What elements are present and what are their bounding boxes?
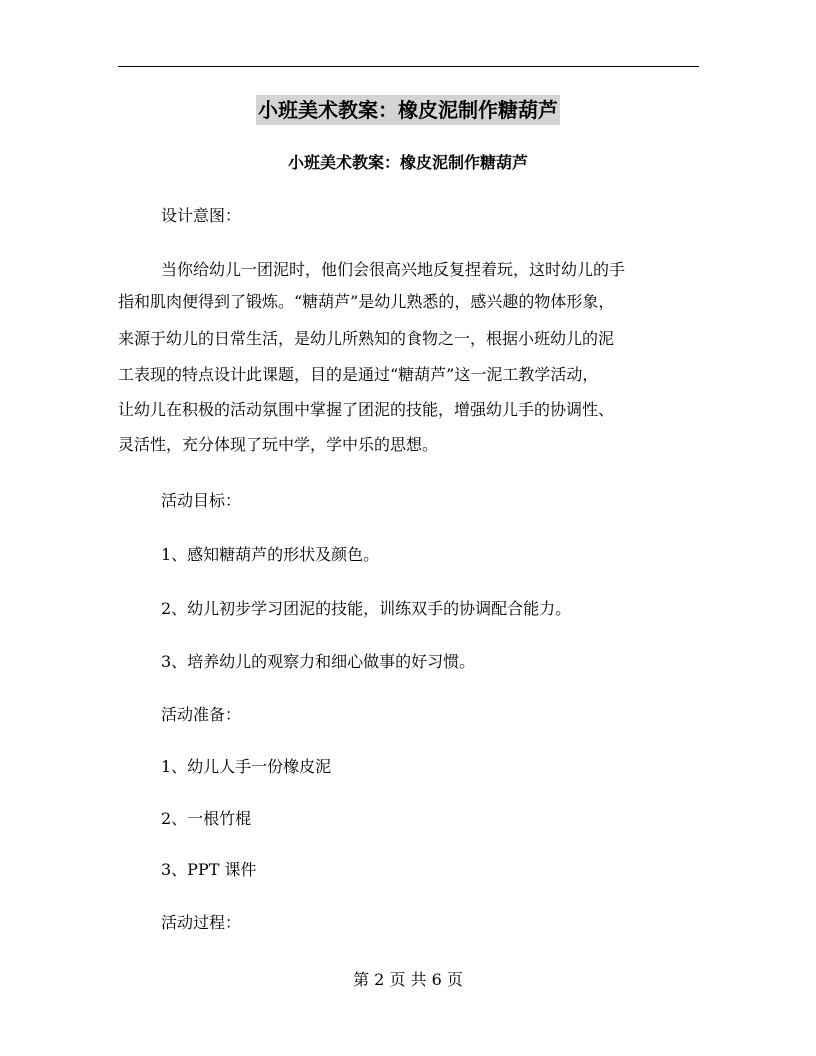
page-number-footer: 第 2 页 共 6 页 <box>353 970 463 989</box>
document-title: 小班美术教案：橡皮泥制作糖葫芦 <box>256 95 560 125</box>
list-item: 1、幼儿人手一份橡皮泥 <box>161 757 332 776</box>
prep-heading: 活动准备： <box>161 705 242 724</box>
design-intent-heading: 设计意图： <box>161 206 242 225</box>
document-subtitle: 小班美术教案：橡皮泥制作糖葫芦 <box>287 153 528 172</box>
paragraph-line: 指和肌肉便得到了锻炼。“糖葫芦”是幼儿熟悉的，感兴趣的物体形象， <box>118 292 615 311</box>
list-item: 3、PPT 课件 <box>161 860 257 879</box>
paragraph-line: 来源于幼儿的日常生活，是幼儿所熟知的食物之一，根据小班幼儿的泥 <box>118 329 615 348</box>
list-item: 2、幼儿初步学习团泥的技能，训练双手的协调配合能力。 <box>161 599 572 618</box>
goals-heading: 活动目标： <box>161 491 242 510</box>
list-item: 1、感知糖葫芦的形状及颜色。 <box>161 545 380 564</box>
header-rule <box>118 66 699 67</box>
paragraph-line: 灵活性，充分体现了玩中学，学中乐的思想。 <box>118 435 439 454</box>
list-item: 3、培养幼儿的观察力和细心做事的好习惯。 <box>161 652 476 671</box>
paragraph-line: 工表现的特点设计此课题，目的是通过“糖葫芦”这一泥工教学活动， <box>118 365 599 384</box>
paragraph-line: 让幼儿在积极的活动氛围中掌握了团泥的技能，增强幼儿手的协调性、 <box>118 400 615 419</box>
process-heading: 活动过程： <box>161 913 242 932</box>
list-item: 2、一根竹棍 <box>161 809 252 828</box>
title-container <box>0 95 816 125</box>
paragraph-line: 当你给幼儿一团泥时，他们会很高兴地反复捏着玩，这时幼儿的手 <box>161 260 626 279</box>
